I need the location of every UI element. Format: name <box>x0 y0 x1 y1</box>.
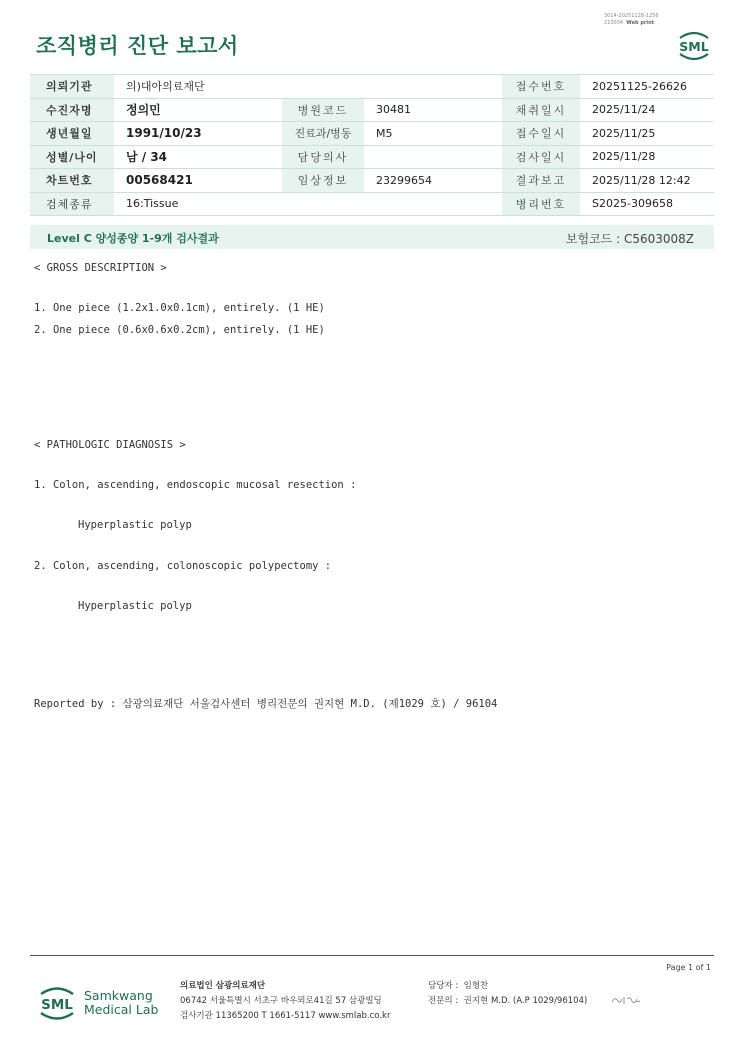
value-patient-name: 정의민 <box>114 98 282 122</box>
value-pathology-no: S2025-309658 <box>580 192 714 216</box>
reported-by: Reported by : 삼광의료재단 서울검사센터 병리전문의 권지현 M.D. (제1029 호) / 96104 <box>34 698 498 710</box>
print-label: Web print <box>626 20 655 26</box>
sml-footer-logo <box>36 983 78 1023</box>
info-row <box>30 75 714 99</box>
specialist-name: 권지현 M.D. (A.P 1029/96104) <box>463 996 588 1006</box>
value-clinical-info: 23299654 <box>364 169 502 193</box>
print-code-line2: 210034 <box>604 20 624 26</box>
info-row <box>30 169 714 193</box>
sml-footer-logo-text: SML <box>41 997 73 1013</box>
staff-info <box>428 979 587 1009</box>
value-chart-no: 00568421 <box>114 169 282 193</box>
info-row <box>30 98 714 122</box>
value-department: M5 <box>364 122 502 146</box>
value-report-date: 2025/11/28 12:42 <box>580 169 714 193</box>
label-sex-age: 성별/나이 <box>30 145 114 169</box>
signature-image <box>610 993 642 1007</box>
label-test-date: 검사일시 <box>502 145 580 169</box>
diagnosis-item-2: 2. Colon, ascending, colonoscopic polypectomy : <box>34 560 332 572</box>
print-code <box>604 13 659 27</box>
value-requester: 의)대아의료재단 <box>114 75 502 99</box>
brand-name <box>84 989 158 1017</box>
info-row <box>30 192 714 216</box>
pathologic-diagnosis-title: < PATHOLOGIC DIAGNOSIS > <box>34 439 186 451</box>
specialist-label: 전문의 : <box>428 996 459 1006</box>
label-collection-date: 채취일시 <box>502 98 580 122</box>
test-level: Level C 양성종양 1-9개 검사결과 <box>47 232 219 245</box>
diagnosis-result-1: Hyperplastic polyp <box>78 519 192 531</box>
insurance-code: 보험코드 : C5603008Z <box>565 232 694 246</box>
label-birth-date: 생년월일 <box>30 122 114 146</box>
org-address: 06742 서울특별시 서초구 바우뫼로41길 57 삼광빌딩 <box>180 996 382 1006</box>
value-receipt-date: 2025/11/25 <box>580 122 714 146</box>
footer-divider <box>30 955 714 956</box>
sml-logo <box>674 26 714 64</box>
info-row <box>30 122 714 146</box>
brand-line2: Medical Lab <box>84 1002 159 1017</box>
gross-description-title: < GROSS DESCRIPTION > <box>34 262 167 274</box>
label-requester: 의뢰기관 <box>30 75 114 99</box>
gross-item-1: 1. One piece (1.2x1.0x0.1cm), entirely. (1 HE) <box>34 302 325 314</box>
label-hospital-code: 병원코드 <box>282 98 364 122</box>
value-receipt-no: 20251125-26626 <box>580 75 714 99</box>
label-receipt-date: 접수일시 <box>502 122 580 146</box>
value-hospital-code: 30481 <box>364 98 502 122</box>
page-number: Page 1 of 1 <box>666 963 711 972</box>
label-clinical-info: 임상정보 <box>282 169 364 193</box>
brand-line1: Samkwang <box>84 988 153 1003</box>
label-report-date: 결과보고 <box>502 169 580 193</box>
sml-logo-text: SML <box>679 39 709 54</box>
label-patient-name: 수진자명 <box>30 98 114 122</box>
print-code-line1: 3014-20251128-1256 <box>604 13 659 19</box>
diagnosis-result-2: Hyperplastic polyp <box>78 600 192 612</box>
value-collection-date: 2025/11/24 <box>580 98 714 122</box>
label-pathology-no: 병리번호 <box>502 192 580 216</box>
value-doctor <box>364 145 502 169</box>
patient-info-table <box>30 74 714 216</box>
label-doctor: 담당의사 <box>282 145 364 169</box>
page-title: 조직병리 진단 보고서 <box>36 34 239 58</box>
label-receipt-no: 접수번호 <box>502 75 580 99</box>
diagnosis-item-1: 1. Colon, ascending, endoscopic mucosal resection : <box>34 479 357 491</box>
staff-label: 담당자 : <box>428 981 459 991</box>
value-test-date: 2025/11/28 <box>580 145 714 169</box>
value-sex-age: 남 / 34 <box>114 145 282 169</box>
org-contact: 검사기관 11365200 T 1661-5117 www.smlab.co.kr <box>180 1011 391 1021</box>
org-name: 의료법인 삼광의료재단 <box>180 981 266 991</box>
value-birth-date: 1991/10/23 <box>114 122 282 146</box>
value-specimen-type: 16:Tissue <box>114 192 502 216</box>
info-row <box>30 145 714 169</box>
level-bar <box>30 225 714 249</box>
label-specimen-type: 검체종류 <box>30 192 114 216</box>
label-chart-no: 차트번호 <box>30 169 114 193</box>
gross-item-2: 2. One piece (0.6x0.6x0.2cm), entirely. (1 HE) <box>34 324 325 336</box>
org-info <box>180 979 390 1024</box>
staff-name: 임형찬 <box>463 981 489 991</box>
label-department: 진료과/병동 <box>282 122 364 146</box>
